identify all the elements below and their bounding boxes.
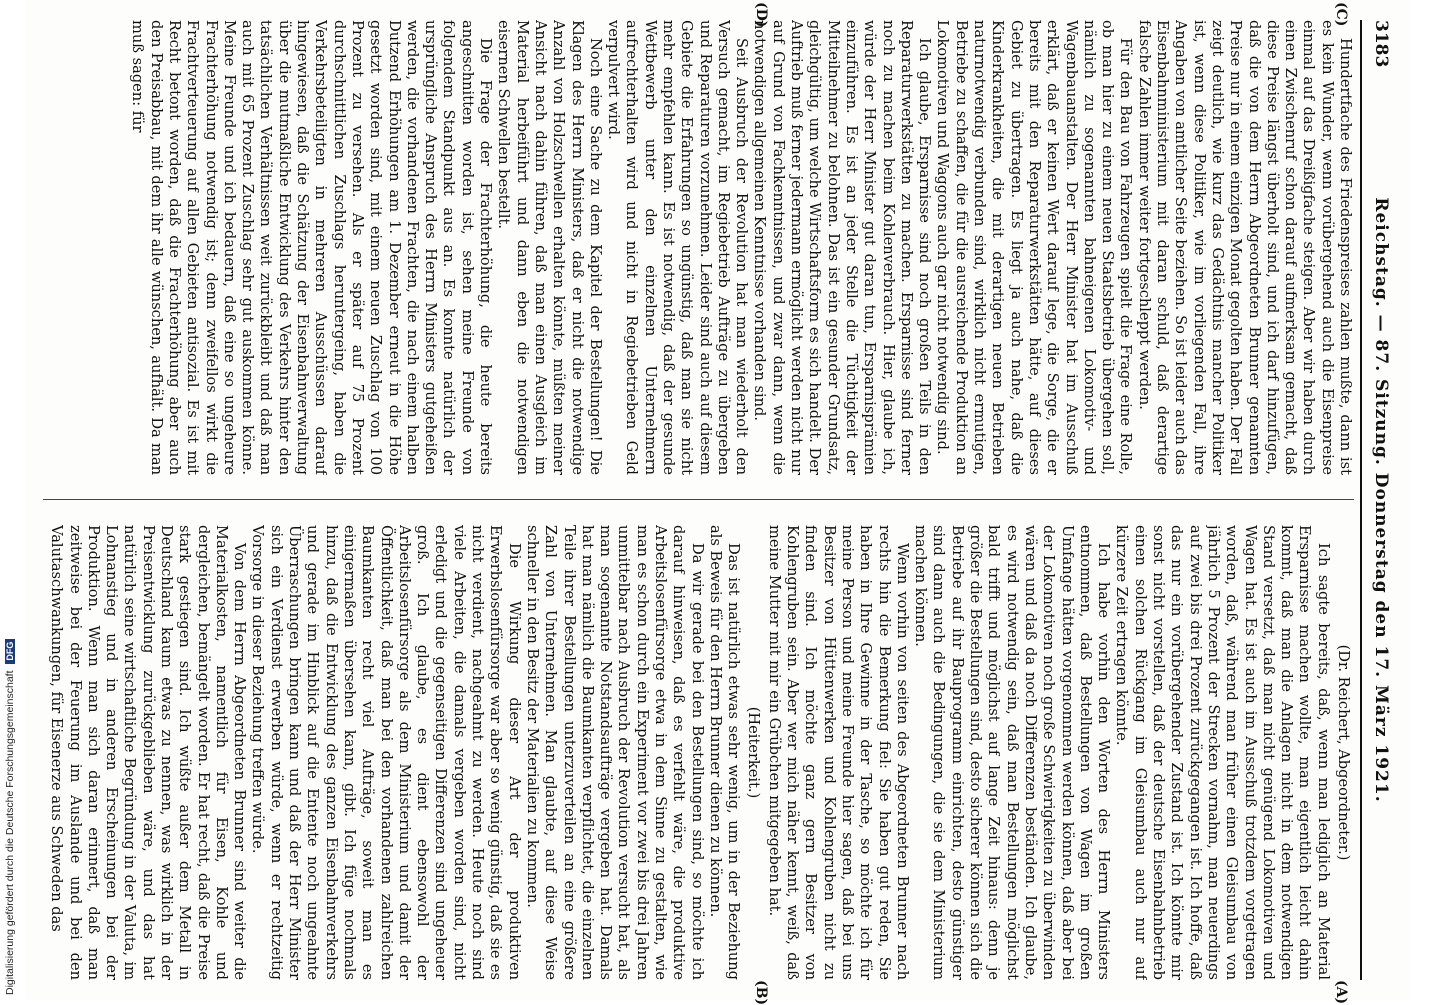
paragraph: Da wir gerade bei den Bestellungen sind, so möchte ich darauf hinweisen, daß es verfehlt wäre, die produktive Arbeitslosenfürsorge etwa in dem Sinne zu gestalten, wie man es schon durch ein Experiment vor zwei bis drei Jahren unmittelbar nach Ausbruch der Revolution versucht hat, als man sogenannte Notstandsaufträge vergeben hat. Damals hat man nämlich die Baumkanten verpflichtet, die einzelnen Teile ihrer Bestellungen unterzuverteilen an eine größere Zahl von Unternehmen. Man glaubte, auf diese Weise schneller in den Besitz der Materialien zu kommen.	[523, 525, 706, 980]
paragraph: Ich habe vorhin den Worten des Herrn Ministers entnommen, daß Bestellungen von Wagen im großen Umfange hätten vorgenommen werden können, daß aber bei der Lokomotiven noch große Schwierigkeiten zu überwinden wären und daß da noch Differenzen beständen. Ich glaube, es wird notwendig sein, daß man Bestellungen möglichst bald trifft und möglichst auf lange Zeit hinaus: denn je größer die Bestellungen sind, desto sicherer können sich die Betriebe auf ihr Bauprogramm einrichten, desto günstiger sind dann auch die Bedingungen, die sie dem Ministerium machen können.	[912, 525, 1113, 980]
dfg-logo: DFG	[5, 639, 15, 664]
text-column-right-side	[43, 20, 1354, 475]
interjection: (Heiterkeit.)	[745, 706, 763, 799]
paragraph: Noch eine Sache zu dem Kapitel der Bestellungen! Die Klagen des Herrn Ministers, daß er nicht die notwendige Anzahl von Holzschwellen erhalten könnte, müßten meiner Ansicht nach dahin führen, daß man einen Ausgleich im Material herbeiführt und dann eben die notwendigen eisernen Schwellen bestellt.	[495, 20, 604, 475]
funding-credit	[4, 639, 16, 995]
rotated-page-content	[25, 0, 1410, 1005]
paragraph: Die Wirkung dieser Art der produktiven Erwerbslosenfürsorge war aber so wenig günstig, daß sie es nicht verdient, nachgeahmt zu werden. Heute noch sind viele Arbeiten, die damals vergeben worden sind, nicht erledigt und die gegenseitigen Differenzen sind ungeheuer groß. Ich glaube, es dient ebensowohl der Arbeitslosenfürsorge als dem Ministerium und damit der Öffentlichkeit, daß man bei den vorhandenen zahlreichen Baumkanten recht viel Aufträge, soweit man es einigermaßen übersehen kann, gibt. Ich füge nochmals hinzu, daß die Entwicklung des ganzen Eisenbahnverkehrs und gerade im Hinblick auf die Entente noch ungeahnte Überraschungen bringen kann und daß der Herr Minister sich ein Verdienst erwerben würde, wenn er rechtzeitig Vorsorge in dieser Beziehung treffen würde.	[249, 525, 523, 980]
paragraph: Von dem Herrn Abgeordneten Brunner sind weiter die Materialkosten, namentlich für Eisen, Kohle und dergleichen, bemängelt worden. Er hat recht, daß die Preise stark gestiegen sind. Ich wüßte außer dem Metall in Deutschland kaum etwas zu nennen, was wirklich in der Preisentwicklung zurückgeblieben wäre, und das hat natürlich seine wirtschaftliche Begründung in der Valuta, im Lohnanstieg und in anderen Erscheinungen bei der Produktion. Wenn man sich daran erinnert, daß man zeitweise bei der Feuerung im Auslande und bei den Valutaschwankungen, für Eisenerze aus Schweden das	[48, 525, 249, 980]
margin-marker-c: (C)	[1333, 2, 1349, 27]
funding-credit-text: Digitalisierung gefördert durch die Deutsche Forschungsgemeinschaft	[4, 670, 16, 995]
scanned-page	[25, 0, 1410, 1005]
paragraph: Seit Ausbruch der Revolution hat man wiederholt den Versuch gemacht, im Regiebetrieb Aufträge zu übergeben und Reparaturen vorzunehmen. Leider sind auch auf diesem Gebiete die Erfahrungen so ungünstig, daß man sie nicht mehr empfehlen kann. Es ist notwendig, daß der gesunde Wettbewerb unter den einzelnen Unternehmern aufrechterhalten wird und nicht in Regiebetrieben Geld verpulvert wird.	[605, 20, 751, 475]
page-header	[1360, 20, 1396, 980]
paragraph: Hundertfache des Friedenspreises zahlen mußte, dann ist es kein Wunder, wenn vorübergehend auch die Eisenpreise einmal auf das Dreißigfache steigen. Aber wir haben durch einen Zwischenruf schon darauf aufmerksam gemacht, daß diese Preise längst überholt sind, und ich darf hinzufügen, daß die von dem Herrn Abgeordneten Brunner genannten Preise nur in einem einzigen Monat gegolten haben. Der Fall zeigt deutlich, wie kurz das Gedächtnis mancher Politiker ist, wenn diese Politiker, wie im vorliegenden Fall, ihre Angaben von amtlicher Seite beziehen. So ist leider auch das Eisenbahnministerium mit daran schuld, daß derartige falsche Zahlen immer weiter fortgeschleppt werden.	[1135, 20, 1354, 475]
paragraph: Die Frage der Frachterhöhung, die heute bereits angeschnitten worden ist, sehen meine Freunde von folgendem Standpunkt aus an. Es konnte natürlich der ursprüngliche Anspruch des Herrn Ministers gutgeheißen werden, die vorhandenen Frachten, die nach einem halben Dutzend Erhöhungen am 1. Dezember erneut in die Höhe gesetzt worden sind, mit einem neuen Zuschlag von 100 Prozent zu versehen. Als er später auf 75 Prozent durchschnittlichen Zuschlags heruntergeing, haben die Verkehrsbeteiligten in mehreren Ausschüssen darauf hingewiesen, daß die Schätzung der Eisenbahnverwaltung über die mutmaßliche Entwicklung des Verkehrs hinter den tatsächlichen Verhältnissen weit zurückbleibt und daß man auch mit 65 Prozent Zuschlag sehr gut auskommen könne. Meine Freunde und ich bedauern, daß eine so ungeheure Frachterhöhung notwendig ist; denn zweifellos wirkt die Frachtverteuerung auf allen Gebieten antisozial. Es ist mit Recht betont worden, daß die Frachterhöhung aber auch den Preisabbau, mit dem ihr alle wünschen, aufhält. Da man muß sagen: für	[129, 20, 495, 475]
paragraph: Das ist natürlich etwas sehr wenig, um in der Beziehung als Beweis für den Herrn Brunner dienen zu können.	[706, 525, 743, 980]
text-column-left-side	[43, 525, 1354, 980]
digitization-sidebar	[0, 0, 25, 1000]
paragraph: Wenn vorhin von seiten des Abgeordneten Brunner nach rechts hin die Bemerkung fiel: Sie haben gut reden, Sie haben in Ihre Gewinne in der Tasche, so möchte ich für meine Person und meine Freunde hier sagen, daß bei uns Besitzer von Hüttenwerken und Kohlengruben nicht zu finden sind. Ich möchte ganz gern Besitzer von Kohlengruben sein. Aber wer mich näher kennt, weiß, daß meine Mutter mit mir ein Grübchen mitgegeben hat.	[765, 525, 911, 980]
speaker-label: (Dr. Reichert, Abgeordneter.)	[1335, 644, 1352, 861]
margin-marker-d: (D)	[753, 2, 769, 28]
page-number: 3183	[1371, 20, 1391, 68]
margin-marker-b: (B)	[753, 980, 769, 1005]
column-divider	[43, 499, 1354, 500]
margin-marker-a: (A)	[1333, 980, 1349, 1005]
page-title: Reichstag. — 87. Sitzung. Donnerstag den 17. März 1921.	[1371, 197, 1391, 803]
paragraph: Ich sagte bereits, daß, wenn man lediglich an Material Ersparnisse machen wollte, man eigentlich leicht dahin kommt, daß man die Anlagen nicht in dem notwendigen Stand versetzt, daß man nicht genügend Lokomotiven und Wagen hat. Es ist auch im Ausschuß trotzdem vorgetragen worden, daß, während man früher einen Gleisumbau von jährlich 5 Prozent der Strecken vornahm, man neuerdings auf zwei bis drei Prozent zurückgegangen ist. Ich hoffe, daß das nur ein vorübergehender Zustand ist. Ich könnte mir sonst nicht vorstellen, daß der deutsche Eisenbahnbetrieb einen solchen Rückgang im Gleisumbau auch nur auf kürzere Zeit ertragen könnte.	[1113, 525, 1332, 980]
paragraph: Ich glaube, Ersparnisse sind noch großen Teils in den Reparaturwerkstätten zu machen. Ersparnisse sind ferner noch zu machen beim Kohlenverbrauch. Hier, glaube ich, würde der Herr Minister gut daran tun, Ersparnisprämien einzuführen. Es ist an jeder Stelle die Tüchtigkeit der Mitteilnehmer zu belohnen. Das ist ein gesunder Grundsatz, gleichgültig, um welche Wirtschaftsform es sich handelt. Der Auftrieb muß ferner jedermann ermöglicht werden nicht nur auf Grund von Fachkenntnissen, und zwar dann, wenn die notwendigen allgemeinen Kenntnisse vorhanden sind.	[751, 20, 934, 475]
paragraph: Für den Bau von Fahrzeugen spielt die Frage eine Rolle, ob man hier zu einem neuen Staatsbetrieb übergehen soll, nämlich zu sogenannten bahneigenen Lokomotiv- und Wagenbauanstalten. Der Herr Minister hat im Ausschuß erklärt, daß er keinen Wert darauf lege, die Sorge, die er bereits mit den Reparaturwerkstätten hätte, auf dieses Gebiet zu übertragen. Es liegt ja auch nahe, daß die Kinderkrankheiten, die mit derartigen neuen Betrieben naturnotwendig verbunden sind, wirklich nicht ermutigen, Betriebe zu schaffen, die für die ausreichende Produktion an Lokomotiven und Waggons auch gar nicht notwendig sind.	[934, 20, 1135, 475]
